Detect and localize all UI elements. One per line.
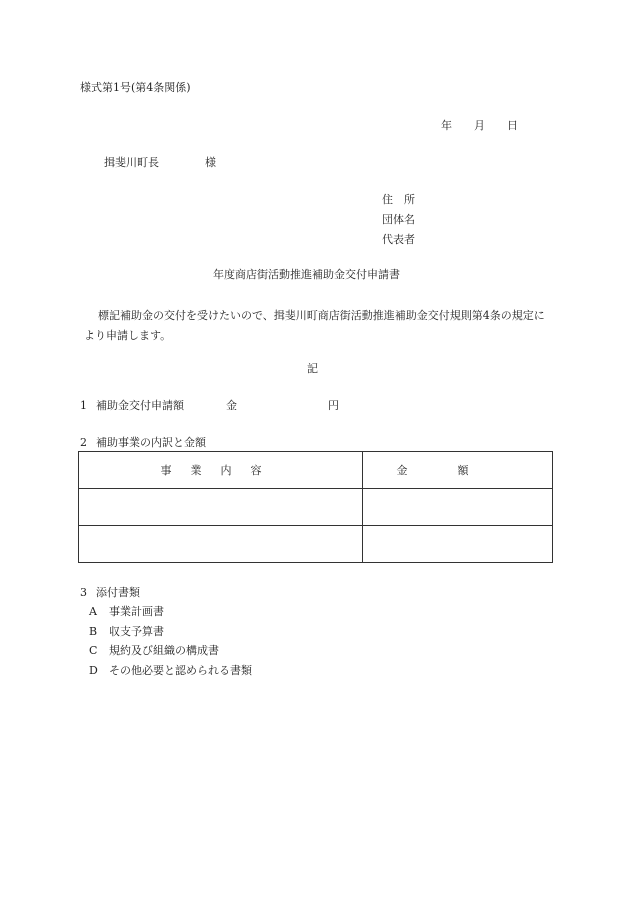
attachment-text: その他必要と認められる書類 [109, 663, 252, 677]
table-header-row [79, 452, 553, 489]
table-cell-content[interactable] [79, 526, 363, 563]
item-3-label: 添付書類 [96, 586, 140, 599]
list-item [89, 665, 252, 685]
item-1-application-amount [80, 400, 339, 411]
table-row [79, 489, 553, 526]
day-label: 日 [507, 119, 518, 132]
recipient-name: 揖斐川町長 [104, 156, 159, 169]
ki-heading: 記 [307, 362, 318, 375]
item-1-number: 1 [80, 399, 87, 412]
list-item [89, 606, 252, 626]
applicant-group-label: 団体名 [382, 213, 415, 226]
applicant-block [382, 194, 415, 254]
recipient-honorific: 様 [205, 156, 216, 169]
applicant-address-label: 住 所 [382, 193, 415, 206]
date-line [441, 120, 518, 131]
item-3-heading [80, 587, 140, 598]
attachment-letter: A [89, 605, 97, 618]
list-item [89, 645, 252, 665]
document-title: 年度商店街活動推進補助金交付申請書 [213, 268, 400, 281]
table-cell-content[interactable] [79, 489, 363, 526]
form-number: 様式第1号(第4条関係) [80, 81, 191, 94]
table-row [79, 526, 553, 563]
month-label: 月 [474, 119, 485, 132]
item-3-number: 3 [80, 586, 87, 599]
table-cell-amount[interactable] [363, 526, 553, 563]
table-cell-amount[interactable] [363, 489, 553, 526]
item-2-number: 2 [80, 436, 87, 449]
attachment-letter: B [89, 624, 98, 638]
list-item [89, 626, 252, 646]
attachment-text: 収支予算書 [109, 624, 164, 638]
header-project-content: 事業内容 [79, 452, 363, 489]
year-label: 年 [441, 119, 452, 132]
applicant-representative-label: 代表者 [382, 233, 415, 246]
body-paragraph: 標記補助金の交付を受けたいので、揖斐川町商店街活動推進補助金交付規則第4条の規定により申請します。 [84, 309, 545, 342]
item-1-label: 補助金交付申請額 [96, 399, 184, 412]
project-breakdown-table [78, 451, 553, 563]
header-amount: 金額 [363, 452, 553, 489]
recipient-line [104, 157, 216, 168]
amount-prefix: 金 [226, 399, 237, 412]
item-2-label: 補助事業の内訳と金額 [96, 436, 206, 449]
amount-suffix: 円 [328, 399, 339, 412]
attachment-letter: C [89, 644, 98, 657]
attachment-text: 規約及び組織の構成書 [109, 644, 219, 657]
attachment-letter: D [89, 663, 98, 677]
attachment-list [89, 606, 252, 684]
attachment-text: 事業計画書 [109, 605, 164, 618]
item-2-heading [80, 437, 206, 448]
